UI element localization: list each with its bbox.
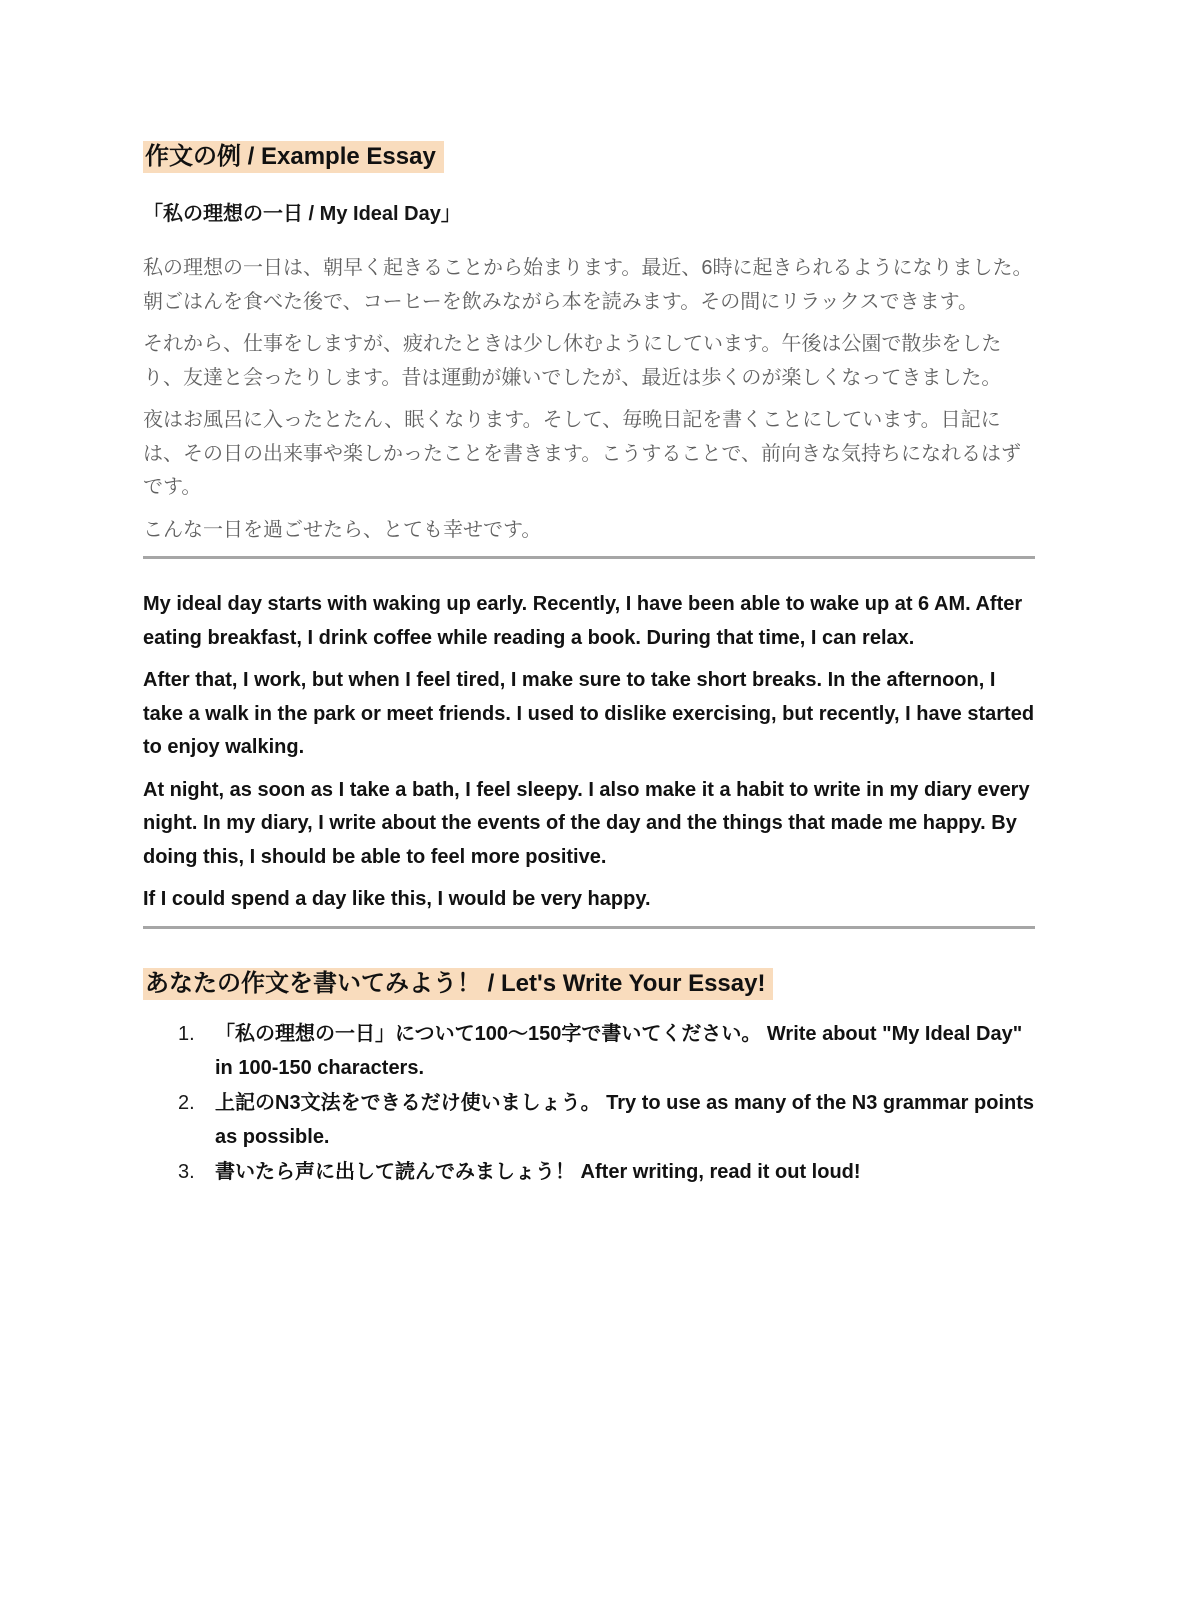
japanese-paragraph: こんな一日を過ごせたら、とても幸せです。 — [143, 518, 542, 541]
heading-highlight: 作文の例 / Example Essay — [143, 141, 444, 173]
heading-highlight: あなたの作文を書いてみよう！ / Let's Write Your Essay! — [143, 968, 773, 1000]
japanese-paragraph: それから、仕事をしますが、疲れたときは少し休むようにしています。午後は公園で散歩をしたり、友達と会ったりします。昔は運動が嫌いでしたが、最近は歩くのが楽しくなってきました。 — [143, 333, 1002, 389]
instruction-number: 3. — [178, 1160, 195, 1183]
instructions-list — [143, 1017, 1035, 1190]
instruction-item — [143, 1017, 1035, 1086]
english-paragraph: At night, as soon as I take a bath, I feel sleepy. I also make it a habit to write in my diary every night. In my diary, I write about the events of the day and the things that made me happy. By doing this, I should be able to feel more positive. — [143, 778, 1030, 868]
japanese-paragraph: 私の理想の一日は、朝早く起きることから始まります。最近、6時に起きられるようになりました。朝ごはんを食べた後で、コーヒーを飲みながら本を読みます。その間にリラックスできます。 — [143, 257, 1033, 313]
english-paragraph: My ideal day starts with waking up early. Recently, I have been able to wake up at 6 AM. After eating breakfast, I drink coffee while reading a book. During that time, I can relax. — [143, 593, 1023, 649]
english-paragraph: If I could spend a day like this, I would be very happy. — [143, 888, 651, 910]
japanese-paragraph: 夜はお風呂に入ったとたん、眠くなります。そして、毎晩日記を書くことにしています。日記には、その日の出来事や楽しかったことを書きます。こうすることで、前向きな気持ちになれるはずです。 — [143, 409, 1021, 498]
section-divider — [143, 926, 1035, 929]
instruction-item — [143, 1086, 1035, 1155]
essay-title-subtitle: 「私の理想の一日 / My Ideal Day」 — [143, 203, 461, 225]
write-your-essay-heading — [143, 967, 1035, 1001]
instruction-text: 書いたら声に出して読んでみましょう！ After writing, read it out loud! — [215, 1160, 861, 1183]
instruction-item — [143, 1155, 1035, 1190]
section-divider — [143, 556, 1035, 559]
instruction-number: 1. — [178, 1022, 195, 1045]
instruction-text: 「私の理想の一日」について100〜150字で書いてください。 Write about "My Ideal Day" in 100-150 characters. — [215, 1022, 1023, 1079]
example-essay-heading — [143, 140, 1035, 174]
instruction-text: 上記のN3文法をできるだけ使いましょう。 Try to use as many of the N3 grammar points as possible. — [215, 1091, 1035, 1148]
instruction-number: 2. — [178, 1091, 195, 1114]
english-paragraph: After that, I work, but when I feel tired, I make sure to take short breaks. In the afternoon, I take a walk in the park or meet friends. I used to dislike exercising, but recently, I have started to enjoy walking. — [143, 669, 1035, 758]
